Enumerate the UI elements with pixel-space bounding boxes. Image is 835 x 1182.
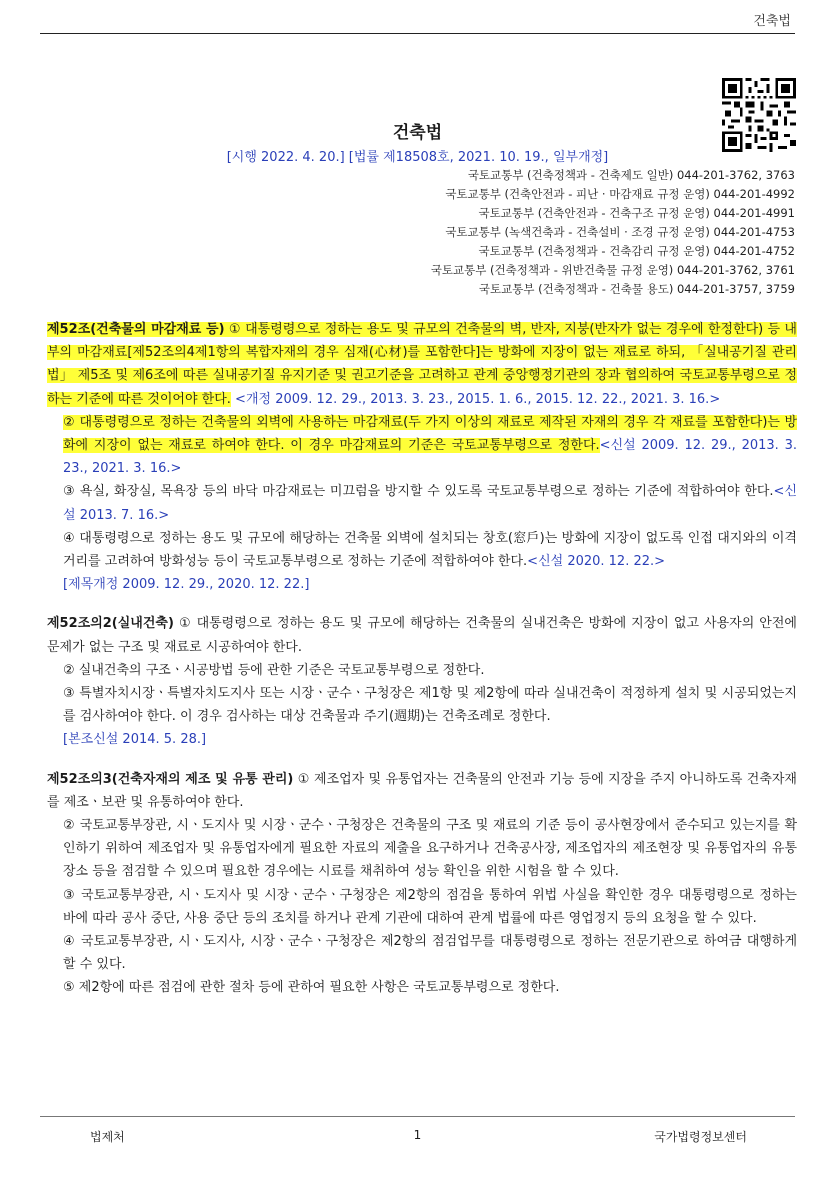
footer-source: 법제처 — [90, 1130, 125, 1144]
article-52-para-4 — [47, 527, 797, 573]
article-52-para-2 — [47, 411, 797, 481]
article-52-para-4-note[interactable]: <신설 2020. 12. 22.> — [527, 554, 666, 570]
article-52-3-para-3: ③ 국토교통부장관, 시ㆍ도지사 및 시장ㆍ군수ㆍ구청장은 제2항의 점검을 통하여 위법 사실을 확인한 경우 대통령령으로 정하는 바에 따라 공사 중단, 사용 중단 등의 조치를 하거나 관계 기관에 대하여 관계 법률에 따른 영업정지 등의 요청을 할 수 있다. — [63, 887, 797, 926]
contact-line: 국토교통부 (건축안전과 - 건축구조 규정 운영) 044-201-4991 — [478, 206, 795, 220]
contact-line: 국토교통부 (건축정책과 - 건축물 용도) 044-201-3757, 3759 — [478, 282, 795, 296]
article-52-para-1 — [47, 318, 797, 411]
article-52-2-revision[interactable]: [본조신설 2014. 5. 28.] — [63, 732, 207, 748]
article-52-3-para-1 — [47, 768, 797, 814]
contact-line: 국토교통부 (건축안전과 - 피난 · 마감재료 규정 운영) 044-201-4992 — [445, 187, 795, 201]
contact-list — [275, 166, 795, 299]
article-52-2-para-1 — [47, 612, 797, 658]
article-52-3 — [47, 768, 797, 1000]
article-52-para-2-note[interactable]: <신설 2009. 12. 29., 2013. 3. 23., 2021. 3. 16.> — [63, 438, 797, 477]
footer-page-number: 1 — [413, 1128, 422, 1142]
article-52-para-4-text: ④ 대통령령으로 정하는 용도 및 규모에 해당하는 건축물 외벽에 설치되는 창호(窓戶)는 방화에 지장이 없도록 인접 대지와의 이격거리를 고려하여 방화성능 등이 국토교통부령으로 정하는 기준에 적합하여야 한다. — [63, 530, 797, 570]
article-52-2 — [47, 612, 797, 751]
article-52-2-para-3: ③ 특별자치시장ㆍ특별자치도지사 또는 시장ㆍ군수ㆍ구청장은 제1항 및 제2항에 따라 실내건축이 적정하게 설치 및 시공되었는지를 검사하여야 한다. 이 경우 검사하는 대상 건축물과 주기(週期)는 건축조례로 정한다. — [63, 686, 797, 725]
article-52-para-3-text: ③ 욕실, 화장실, 목욕장 등의 바닥 마감재료는 미끄럼을 방지할 수 있도록 국토교통부령으로 정하는 기준에 적합하여야 한다. — [63, 484, 774, 500]
article-52-revision[interactable]: [제목개정 2009. 12. 29., 2020. 12. 22.] — [63, 577, 310, 593]
article-52-para-3-note[interactable]: <신설 2013. 7. 16.> — [63, 484, 797, 523]
running-header-law-name: 건축법 — [753, 14, 791, 29]
page-title: 건축법 — [392, 123, 443, 143]
article-52-heading[interactable]: 제52조(건축물의 마감재료 등) — [47, 322, 225, 337]
article-52-para-3 — [47, 480, 797, 526]
article-52-3-para-5: ⑤ 제2항에 따른 점검에 관한 절차 등에 관하여 필요한 사항은 국토교통부령으로 정한다. — [63, 980, 560, 996]
contact-line: 국토교통부 (건축정책과 - 건축감리 규정 운영) 044-201-4752 — [478, 244, 795, 258]
article-52-3-heading[interactable]: 제52조의3(건축자재의 제조 및 유통 관리) — [47, 771, 294, 787]
article-52-3-para-1-text: ① 제조업자 및 유통업자는 건축물의 안전과 기능 등에 지장을 주지 아니하도록 건축자재를 제조ㆍ보관 및 유통하여야 한다. — [47, 771, 797, 810]
article-52-2-para-1-text: ① 대통령령으로 정하는 용도 및 규모에 해당하는 건축물의 실내건축은 방화에 지장이 없고 사용자의 안전에 문제가 없는 구조 및 재료로 시공하여야 한다. — [47, 616, 797, 655]
footer-publisher: 국가법령정보센터 — [654, 1130, 747, 1144]
contact-line: 국토교통부 (녹색건축과 - 건축설비 · 조경 규정 운영) 044-201-4753 — [445, 225, 795, 239]
header-divider — [40, 33, 795, 34]
article-52-para-1-text: ① 대통령령으로 정하는 용도 및 규모의 건축물의 벽, 반자, 지붕(반자가 없는 경우에 한정한다) 등 내부의 마감재료[제52조의4제1항의 복합자재의 경우 심재(心材)를 포함한다]는 방화에 지장이 없는 재료로 하되, 「실내공기질 관리법」 제5조 및 제6조에 따른 실내공기질 유지기준 및 권고기준을 고려하고 관계 중앙행정기관의 장과 협의하여 국토교통부령으로 정하는 기준에 따른 것이어야 한다. — [47, 322, 797, 407]
article-52 — [47, 318, 797, 596]
law-body — [47, 318, 797, 1016]
article-52-para-1-note[interactable]: <개정 2009. 12. 29., 2013. 3. 23., 2015. 1. 6., 2015. 12. 22., 2021. 3. 16.> — [230, 391, 721, 407]
contact-line: 국토교통부 (건축정책과 - 건축제도 일반) 044-201-3762, 3763 — [467, 168, 795, 182]
footer-divider — [40, 1116, 795, 1117]
article-52-2-heading[interactable]: 제52조의2(실내건축) — [47, 616, 174, 632]
article-52-para-2-text: ② 대통령령으로 정하는 건축물의 외벽에 사용하는 마감재료(두 가지 이상의 재료로 제작된 자재의 경우 각 재료를 포함한다)는 방화에 지장이 없는 재료로 하여야 한다. 이 경우 마감재료의 기준은 국토교통부령으로 정한다. — [63, 414, 797, 454]
contact-line: 국토교통부 (건축정책과 - 위반건축물 규정 운영) 044-201-3762, 3761 — [430, 263, 795, 277]
article-52-3-para-4: ④ 국토교통부장관, 시ㆍ도지사, 시장ㆍ군수ㆍ구청장은 제2항의 점검업무를 대통령령으로 정하는 전문기관으로 하여금 대행하게 할 수 있다. — [63, 934, 797, 973]
article-52-2-para-2: ② 실내건축의 구조ㆍ시공방법 등에 관한 기준은 국토교통부령으로 정한다. — [63, 662, 485, 678]
article-52-3-para-2: ② 국토교통부장관, 시ㆍ도지사 및 시장ㆍ군수ㆍ구청장은 건축물의 구조 및 재료의 기준 등이 공사현장에서 준수되고 있는지를 확인하기 위하여 제조업자 및 유통업자에게 필요한 자료의 제출을 요구하거나 건축공사장, 제조업자의 제조현장 및 유통업자의 유통장소 등을 점검할 수 있으며 필요한 경우에는 시료를 채취하여 성능 확인을 위한 시험을 할 수 있다. — [63, 818, 797, 880]
enforcement-info[interactable]: [시행 2022. 4. 20.] [법률 제18508호, 2021. 10. 19., 일부개정] — [226, 150, 609, 165]
